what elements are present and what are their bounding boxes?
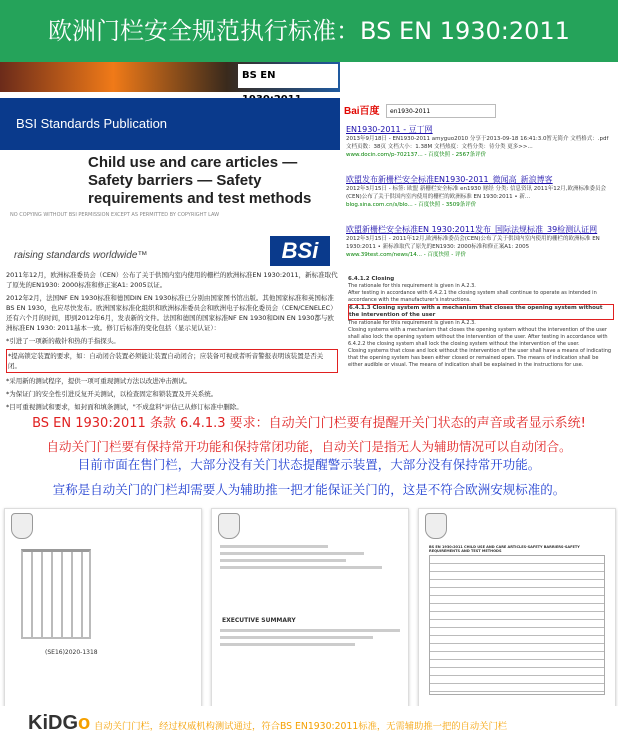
result-snippet: 2012年3月15日 - 标签: 欧盟 新栅栏安全标准 en1930 财经 分类: 信息资讯 2011年12月,欧洲标准委员会(CEN)公布了关于供国内室内使用的栅栏的欧洲标准 EN 1930:2011 • 新... <box>346 186 607 200</box>
test-results-table <box>429 555 605 695</box>
market-status-line: 目前市面在售门栏，大部分没有关门状态提醒警示装置，大部分没有保持常开功能。 <box>77 457 541 472</box>
photo-caption: (SE16)2020-1318 <box>45 649 98 656</box>
report-table-header: BS EN 1930:2011 CHILD USE AND CARE ARTICLES-SAFETY BARRIERS-SAFETY REQUIREMENTS AND TEST METHODS <box>429 545 580 553</box>
clause-text: The rationale for this requirement is given in A.2.3. <box>348 320 476 326</box>
search-result[interactable] <box>346 174 614 209</box>
standard-excerpt <box>348 276 614 406</box>
kidgo-logo: KiDGo <box>28 712 91 734</box>
bsi-tagline: raising standards worldwide™ <box>14 250 148 261</box>
highlighted-clause-heading: 6.4.1.3 Closing system with a mechanism that closes the opening system without the intervention of the user <box>348 304 614 320</box>
highlighted-bullet: *提高锁定装置的要求，如：自动闭合装置必须能让装置自动闭合；应装备可视或者听音警报表明该装置是否关闭。 <box>6 349 338 373</box>
search-bar <box>344 104 614 120</box>
baidu-logo: Bai百度 <box>344 106 380 117</box>
bsi-document-panel <box>0 62 340 411</box>
search-input[interactable]: en1930-2011 <box>386 104 496 118</box>
certification-seal-icon <box>218 513 240 539</box>
result-title-link[interactable]: EN1930-2011 - 豆丁网 <box>346 125 433 134</box>
clause-text: Closing systems with a mechanism that closes the opening system without the intervention of the user shall also lock the opening system without the intervention of the user. After testing in accordance with 6.4.2.2 the closing system shall lock the closing system without the intervention of the user. <box>348 327 608 347</box>
summary-paragraph: 2012年2月，法国NF EN 1930标准和德国DIN EN 1930标准已分别由国家图书馆出版。其他国家标准和英国标准BS EN 1930，也应尽快发布。欧洲国家标准化组织和欧洲标准委员会和欧洲电子标准化委员会（CEN/CENELEC）还有六个月的时间，即到2012年6月，发表新的文件。法国和德国的国家标准NF EN 1930和DIN EN 1930都与欧洲标准EN 1930: 2011基本一致。修订后标准的变化包括（显示见认证）： <box>6 294 337 332</box>
summary-bullet: *采用新的测试程序，提供一项可重现测试方法以改进冲击测试。 <box>6 377 192 385</box>
certification-seal-icon <box>11 513 33 539</box>
footer <box>0 706 618 750</box>
summary-bullet: *为保证门的安全性引进反复开关测试，以检查固定和锁装置及开关系统。 <box>6 390 218 398</box>
report-text-lines <box>220 545 400 573</box>
certification-seal-icon <box>425 513 447 539</box>
standard-summary-text <box>6 270 338 415</box>
summary-bullet: *引进了一项新的截针和热的手指探头。 <box>6 337 120 345</box>
bs-number-label: BS EN <box>238 64 338 88</box>
non-compliance-line: 宣称是自动关门的门栏却需要人为辅助推一把才能保证关门的，这是不符合欧洲安规标准的。 <box>52 482 566 497</box>
clause-text: Closing systems that close and lock without the intervention of the user shall have a means of indicating that the opening system has been either closed or remained open. The means of indication shall be either audible or visual. The means of indication shall be explained in the instructions for use. <box>348 348 612 368</box>
summary-bullet: *目可重视测试和要求，如封面和填条测试，"不成盘料"评估已从修订标准中删除。 <box>6 403 243 411</box>
page-banner: 欧洲门栏安全规范执行标准：BS EN 1930:2011 <box>0 0 618 62</box>
bsi-logo: BSi <box>270 236 330 266</box>
footer-slogan: 自动关门门栏，经过权威机构测试通过，符合BS EN1930:2011标准，无需辅助推一把的自动关门栏 <box>94 721 508 732</box>
test-report-page-1 <box>4 508 202 708</box>
clause-text: The rationale for this requirement is given in A.2.3. <box>348 283 476 289</box>
summary-paragraph: 2011年12月，欧洲标准委员会（CEN）公布了关于供国内室内使用的栅栏的欧洲标准EN 1930:2011，新标准取代了原先的EN1930: 2000标准和修正案A1: 2005以证。 <box>6 271 338 289</box>
clause-text: After testing in accordance with 6.4.2.1 the closing system shall continue to operate as intended in accordance with the manufacturer's instructions. <box>348 290 597 303</box>
report-text-lines <box>220 629 400 650</box>
clause-requirement-line: BS EN 1930:2011 条款 6.4.1.3 要求：自动关门门栏要有提醒开关门状态的声音或者显示系统! <box>32 416 586 431</box>
test-report-page-3 <box>418 508 616 708</box>
summary-heading: EXECUTIVE SUMMARY <box>222 617 296 624</box>
search-results-panel <box>340 62 618 407</box>
result-snippet: 2013年9月18日 - EN1930-2011 amyguo2010 分享于2013-09-18 16:41:3.0暂无简介 文档格式：.pdf 文档页数：38页 文档大小：1.38M 文档热度：文档分类：待分类 更多>>... <box>346 136 609 150</box>
test-report-page-2 <box>211 508 409 708</box>
result-url: blog.sina.com.cn/s/blo... - 百度快照 - 3509条评价 <box>346 202 477 208</box>
result-title-link[interactable]: 欧盟发布新栅栏安全标准EN1930-2011_微闻高_新浪博客 <box>346 175 553 184</box>
copyright-note: NO COPYING WITHOUT BSI PERMISSION EXCEPT AS PERMITTED BY COPYRIGHT LAW <box>10 212 220 218</box>
safety-gate-photo <box>21 549 91 639</box>
result-url: www.39test.com/news/14... - 百度快照 - 评价 <box>346 252 466 258</box>
result-snippet: 2012年3月15日 - 2011年12月,欧洲标准委员会(CEN)公布了关于供国内室内使用的栅栏的欧洲标准 EN 1930:2011 • 新标准取代了原先的EN1930: 2000标准和修正案A1: 2005 <box>346 236 600 250</box>
document-title: Child use and care articles — Safety barriers — Safety requirements and test methods <box>88 154 312 207</box>
search-result[interactable] <box>346 124 614 159</box>
search-result[interactable] <box>346 224 614 259</box>
publication-bar: BSI Standards Publication <box>0 98 340 150</box>
clause-heading: 6.4.1.2 Closing <box>348 276 395 282</box>
result-url: www.docin.com/p-702137... - 百度快照 - 2567条评价 <box>346 152 487 158</box>
result-title-link[interactable]: 欧盟新栅栏安全标准EN 1930:2011发布_国际法规标准_39检测认证网 <box>346 225 598 234</box>
function-requirement-line: 自动关门门栏要有保持常开功能和保持常闭功能，自动关门是指无人为辅助情况可以自动闭合。 <box>46 439 572 454</box>
